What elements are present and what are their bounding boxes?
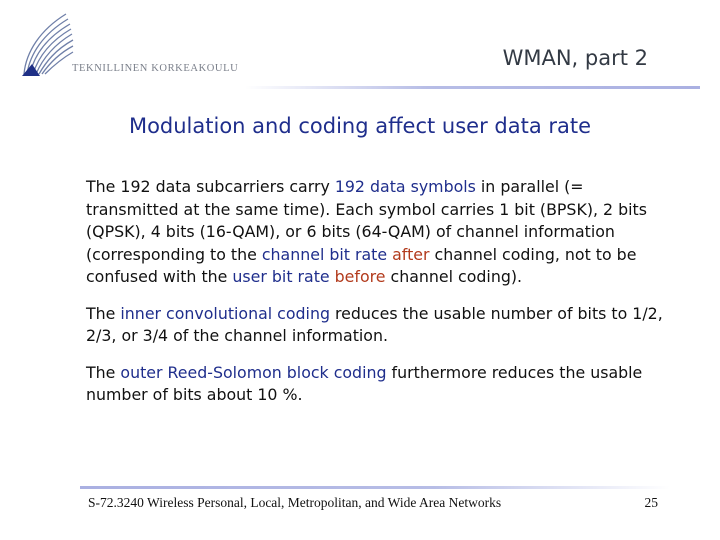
highlighted-term: after — [392, 244, 430, 264]
header-title: WMAN, part 2 — [502, 46, 648, 70]
highlighted-term: 192 data symbols — [334, 177, 476, 196]
text-run: channel coding). — [385, 267, 523, 286]
slide-body — [86, 176, 666, 421]
paragraph-subcarriers — [86, 176, 666, 289]
page-number: 25 — [644, 495, 658, 510]
footer-divider — [80, 486, 670, 489]
paragraph-outer-coding — [86, 362, 666, 407]
text-run: in parallel (= transmitted at the same time). Each symbol carries 1 bit (BPSK), 2 bits (QPSK), 4 bits (16-QAM), or 6 bits (64-QAM) of channel information (corresponding to the — [86, 177, 647, 264]
highlighted-term: outer Reed-Solomon block coding — [120, 362, 387, 382]
footer-course: S-72.3240 Wireless Personal, Local, Metropolitan, and Wide Area Networks — [88, 495, 502, 510]
org-name: TEKNILLINEN KORKEAKOULU — [72, 63, 239, 74]
text-run: furthermore reduces the usable number of bits about 10 %. — [86, 362, 643, 404]
slide-title: Modulation and coding affect user data rate — [128, 114, 592, 138]
highlighted-term: before — [334, 267, 386, 286]
highlighted-term: channel bit rate — [261, 244, 388, 264]
university-logo-icon — [18, 12, 78, 78]
highlighted-term: user bit rate — [232, 267, 330, 286]
paragraph-inner-coding — [86, 303, 666, 348]
text-run: The — [86, 362, 121, 382]
text-run: channel coding, not to be confused with the — [86, 244, 637, 286]
header-divider — [245, 86, 700, 89]
text-run: The 192 data subcarriers carry — [86, 177, 335, 196]
text-run: The — [86, 303, 121, 323]
highlighted-term: inner convolutional coding — [120, 303, 330, 323]
text-run: reduces the usable number of bits to 1/2, 2/3, or 3/4 of the channel information. — [86, 303, 663, 345]
